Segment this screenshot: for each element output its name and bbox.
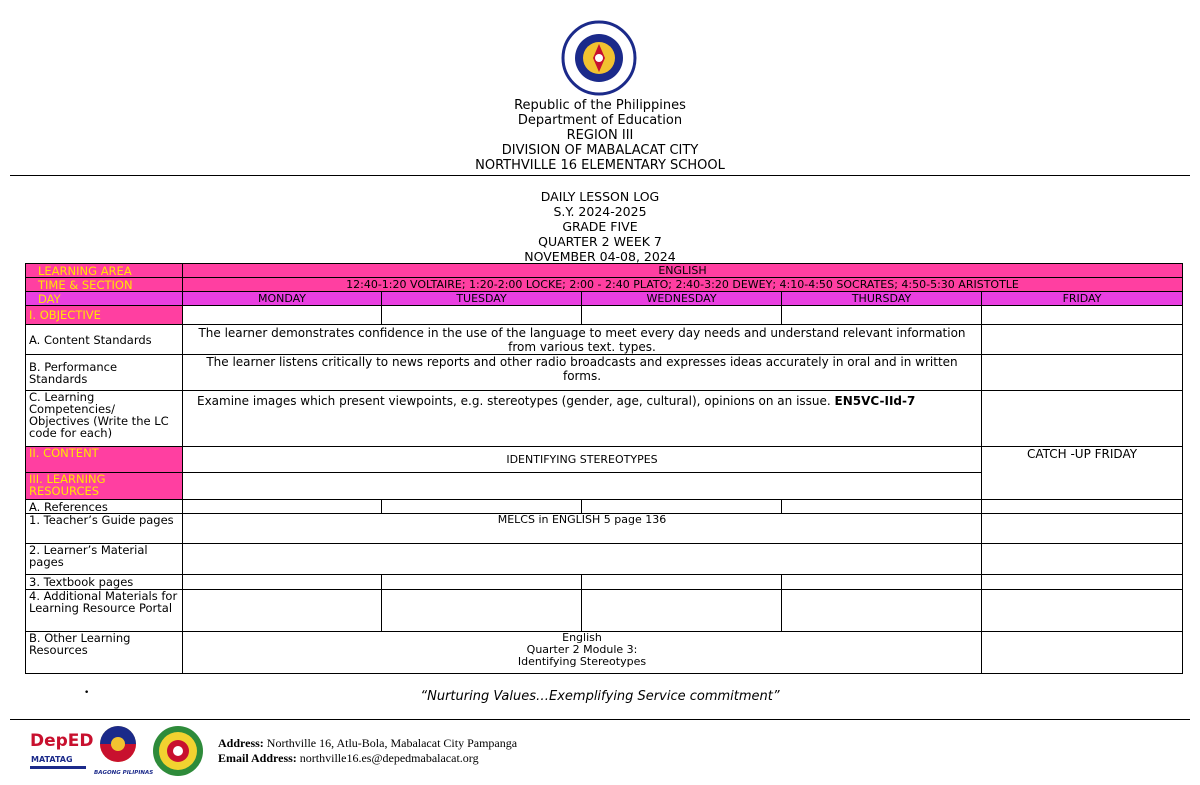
day-friday: FRIDAY	[982, 292, 1183, 306]
table-row	[26, 575, 1183, 590]
competencies-label-text: C. Learning Competencies/ Objectives (Write the LC code for each)	[29, 390, 169, 440]
additional-materials-label: 4. Additional Materials for Learning Resource Portal	[26, 590, 183, 632]
daily-lesson-log-table	[25, 263, 1183, 674]
additional-thu	[782, 590, 982, 632]
additional-mon	[183, 590, 382, 632]
teachers-guide-friday	[982, 514, 1183, 544]
table-row	[26, 278, 1183, 292]
school-motto: “Nurturing Values…Exemplifying Service commitment”	[420, 689, 780, 704]
day-wednesday: WEDNESDAY	[582, 292, 782, 306]
references-thu	[782, 500, 982, 514]
log-dates: NOVEMBER 04-08, 2024	[524, 249, 676, 264]
competencies-label	[26, 391, 183, 447]
bagong-pilipinas-logo	[94, 726, 153, 776]
content-standards-value: The learner demonstrates confidence in the use of the language to meet every day needs and understand relevant information from various text. types.	[183, 325, 982, 355]
learners-material-friday	[982, 544, 1183, 575]
textbook-mon	[183, 575, 382, 590]
header-divider	[10, 175, 1190, 176]
day-tuesday: TUESDAY	[382, 292, 582, 306]
teachers-guide-label: 1. Teacher’s Guide pages	[26, 514, 183, 544]
bagong-pilipinas-text: BAGONG PILIPINAS	[94, 770, 154, 776]
performance-standards-label: B. Performance Standards	[26, 355, 183, 391]
header-region: REGION III	[566, 128, 634, 143]
objective-cell-tue	[382, 306, 582, 325]
learners-material-value	[183, 544, 982, 575]
table-row	[26, 590, 1183, 632]
content-standards-friday	[982, 325, 1183, 355]
content-value: IDENTIFYING STEREOTYPES	[183, 447, 982, 473]
time-section-label: TIME & SECTION	[26, 278, 183, 292]
additional-wed	[582, 590, 782, 632]
performance-standards-value: The learner listens critically to news reports and other radio broadcasts and expresses ideas accurately in oral and in written forms.	[183, 355, 982, 391]
learning-area-label: LEARNING AREA	[26, 264, 183, 278]
competencies-code: EN5VC-IId-7	[834, 394, 916, 408]
log-title: DAILY LESSON LOG	[540, 189, 660, 204]
references-label: A. References	[26, 500, 183, 514]
other-resources-line2: Quarter 2 Module 3:	[526, 643, 638, 656]
objective-cell-wed	[582, 306, 782, 325]
school-header	[0, 98, 1200, 173]
table-row	[26, 632, 1183, 674]
email-line	[218, 751, 517, 766]
content-label: II. CONTENT	[26, 447, 183, 473]
footer-logos	[28, 724, 208, 779]
textbook-thu	[782, 575, 982, 590]
table-row	[26, 325, 1183, 355]
objective-cell-fri	[982, 306, 1183, 325]
references-wed	[582, 500, 782, 514]
additional-fri	[982, 590, 1183, 632]
header-school: NORTHVILLE 16 ELEMENTARY SCHOOL	[475, 158, 725, 173]
footer-divider	[10, 719, 1190, 720]
day-monday: MONDAY	[183, 292, 382, 306]
table-row	[26, 447, 1183, 473]
resources-cell	[183, 473, 982, 500]
email-label: Email Address:	[218, 751, 297, 765]
address-value: Northville 16, Atlu-Bola, Mabalacat City Pampanga	[266, 736, 518, 750]
other-resources-value	[183, 632, 982, 674]
log-school-year: S.Y. 2024-2025	[553, 204, 647, 219]
deped-logo-text: DepED	[30, 731, 94, 751]
references-mon	[183, 500, 382, 514]
time-section-value: 12:40-1:20 VOLTAIRE; 1:20-2:00 LOCKE; 2:00 - 2:40 PLATO; 2:40-3:20 DEWEY; 4:10-4:50 SOCRATES; 4:50-5:30 ARISTOTLE	[183, 278, 1183, 292]
table-row	[26, 306, 1183, 325]
table-row	[26, 514, 1183, 544]
table-row	[26, 544, 1183, 575]
footer-bullet: •	[84, 688, 90, 698]
other-resources-line3: Identifying Stereotypes	[517, 655, 647, 668]
other-resources-line1: English	[562, 631, 602, 644]
learners-material-label: 2. Learner’s Material pages	[26, 544, 183, 575]
day-thursday: THURSDAY	[782, 292, 982, 306]
textbook-tue	[382, 575, 582, 590]
additional-tue	[382, 590, 582, 632]
competencies-value	[183, 391, 982, 447]
textbook-fri	[982, 575, 1183, 590]
deped-seal-logo	[553, 20, 645, 96]
objective-cell-mon	[183, 306, 382, 325]
school-seal-logo	[153, 726, 203, 776]
day-label: DAY	[26, 292, 183, 306]
table-row	[26, 264, 1183, 278]
objective-label: I. OBJECTIVE	[26, 306, 183, 325]
other-resources-label: B. Other Learning Resources	[26, 632, 183, 674]
address-label: Address:	[218, 736, 264, 750]
objective-cell-thu	[782, 306, 982, 325]
table-row	[26, 292, 1183, 306]
catch-up-friday: CATCH -UP FRIDAY	[982, 447, 1183, 500]
textbook-wed	[582, 575, 782, 590]
header-department: Department of Education	[517, 113, 683, 128]
table-row	[26, 355, 1183, 391]
competencies-text: Examine images which present viewpoints, e.g. stereotypes (gender, age, cultural), opinions on an issue.	[197, 394, 831, 408]
teachers-guide-value: MELCS in ENGLISH 5 page 136	[183, 514, 982, 544]
learning-area-value: ENGLISH	[183, 264, 1183, 278]
other-resources-friday	[982, 632, 1183, 674]
header-division: DIVISION OF MABALACAT CITY	[501, 143, 699, 158]
textbook-label: 3. Textbook pages	[26, 575, 183, 590]
header-republic: Republic of the Philippines	[514, 98, 686, 113]
log-title-block	[0, 189, 1200, 264]
matatag-text: MATATAG	[31, 755, 73, 764]
table-row	[26, 500, 1183, 514]
references-tue	[382, 500, 582, 514]
resources-label: III. LEARNING RESOURCES	[26, 473, 183, 500]
references-fri	[982, 500, 1183, 514]
school-address-block	[218, 736, 517, 766]
log-quarter-week: QUARTER 2 WEEK 7	[538, 234, 662, 249]
email-value: northville16.es@depedmabalacat.org	[299, 751, 479, 765]
log-grade: GRADE FIVE	[562, 219, 638, 234]
performance-standards-friday	[982, 355, 1183, 391]
address-line	[218, 736, 517, 751]
deped-matatag-logo	[30, 731, 94, 769]
content-standards-label: A. Content Standards	[26, 325, 183, 355]
competencies-friday	[982, 391, 1183, 447]
table-row	[26, 391, 1183, 447]
